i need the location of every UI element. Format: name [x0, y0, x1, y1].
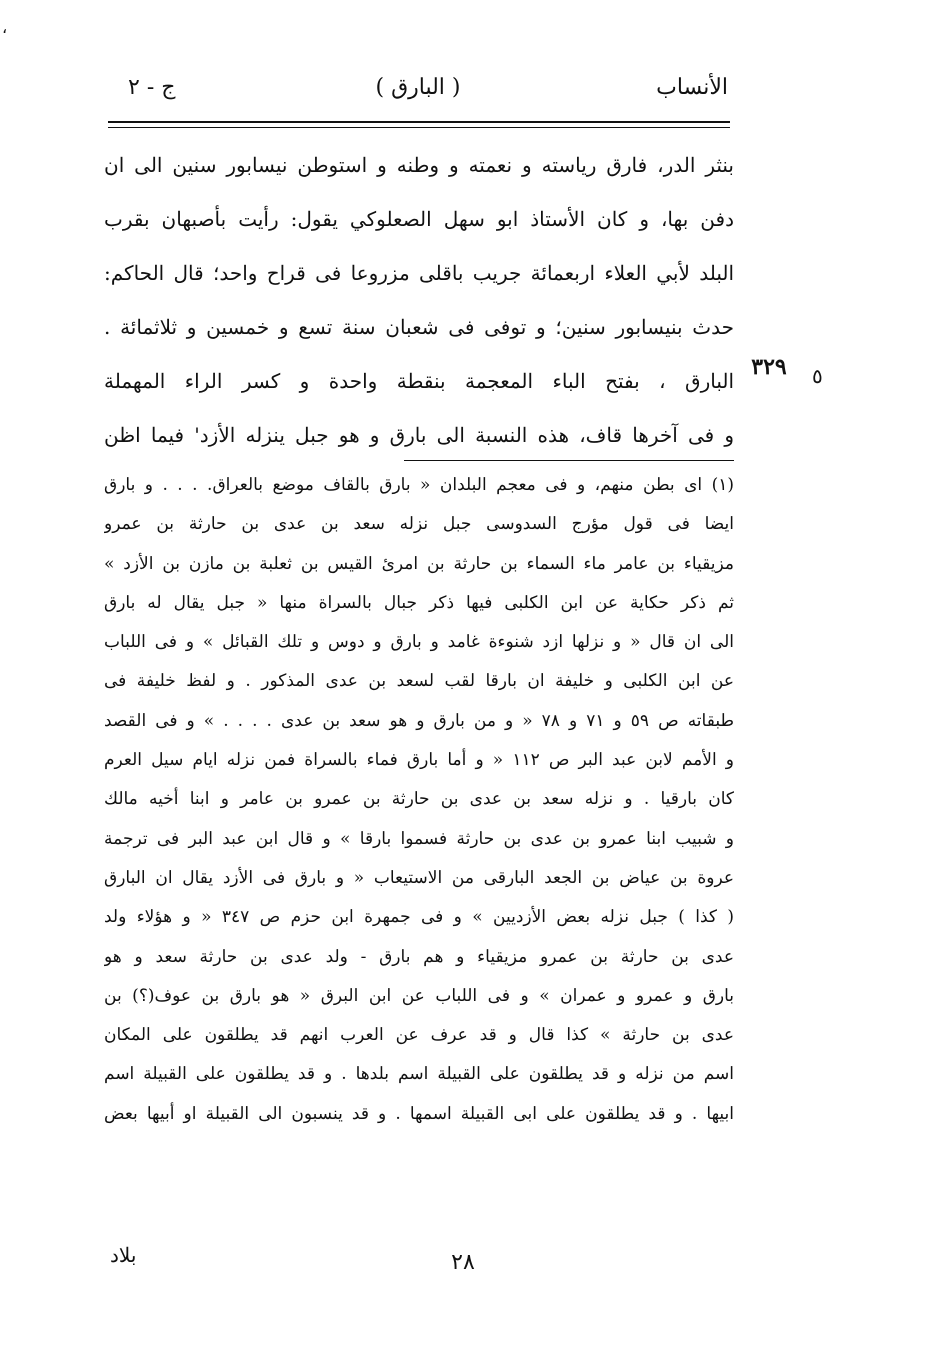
text-line: البارق ، بفتح الباء المعجمة بنقطة واحدة و كسر الراء المهملة	[104, 369, 734, 393]
footnote-line: (١) اى بطن منهم، و فى معجم البلدان « بارق بالقاف موضع بالعراق. . . . و بارق	[104, 475, 734, 495]
footnote-line: كان بارقيا . و نزله سعد بن عدى بن حارثة بن عمرو بن عامر و ابنا أخيه مالك	[104, 789, 734, 810]
footnote-line: ثم ذكر حكاية عن ابن الكلبى فيها ذكر جبال بالسراة منها « جبل يقال له بارق	[104, 592, 734, 613]
edge-mark: ،	[2, 18, 8, 37]
main-text	[104, 138, 734, 462]
header-book-title: الأنساب	[656, 75, 728, 100]
footnote-line: ابيها . و قد يطلقون على ابى القبيلة اسمها . و قد ينسبون الى القبيلة او أبيها بعض	[104, 1103, 734, 1124]
page-number: ٢٨	[451, 1250, 475, 1275]
footnote-line: و شبيب ابنا عمرو بن عدى بن حارثة فسموا بارقا » و قال ابن عبد البر فى ترجمة	[104, 828, 734, 849]
footnote-line: الى ان قال « و نزلها ازد شنوءة غامد و بارق و دوس و تلك القبائل » و فى اللباب	[104, 632, 734, 653]
footnote-line: مزيقياء بن عامر ماء السماء بن حارثة بن امرئ القيس بن ثعلبة بن مازن بن الأزد »	[104, 553, 734, 574]
header-rule-thin	[108, 127, 730, 128]
header-volume: ج - ٢	[128, 75, 176, 100]
footnote-line: طبقاته ص ٥٩ و ٧١ و ٧٨ « و من بارق و هو سعد بن عدى . . . . » و فى القصد	[104, 710, 734, 731]
text-line: البلد لأبي العلاء اربعمائة جريب باقلى مزروعا فى قراح واحد؛ قال الحاكم:	[104, 261, 734, 285]
footnote-line: بارق و عمرو و عمران » و فى اللباب عن ابن البرق « هو بارق بن عوف(؟) بن	[104, 985, 734, 1006]
entry-number: ٣٢٩	[751, 354, 787, 380]
footnote-line: ايضا فى قول مؤرج السدوسى جبل نزله سعد بن عدى بن حارثة بن عمرو	[104, 514, 734, 535]
text-line: بنثر الدر، فارق رياسته و نعمته و وطنه و استوطن نيسابور سنين الى ان	[104, 153, 734, 177]
header-rule-thick	[108, 121, 730, 123]
footnote-text	[104, 466, 734, 1134]
footnote-line: و الأمم لابن عبد البر ص ١١٢ « و أما بارق فماء بالسراة فمن نزله ايام سيل العرم	[104, 750, 734, 771]
catchword: بلاد	[110, 1243, 137, 1267]
header-entry-title: ( البارق )	[375, 75, 461, 100]
footnote-line: عن ابن الكلبى و خليفة ان بارقا لقب لسعد بن عدى المذكور . و لفظ خليفة فى	[104, 671, 734, 692]
footnote-line: عدى بن حارثة » كذا قال و قد عرف عن العرب انهم قد يطلقون على المكان	[104, 1025, 734, 1046]
footnote-line: عروة بن عياض بن الجعد البارقى من الاستيعاب « و بارق فى الأزد يقال ان البارق	[104, 867, 734, 888]
text-line: حدث بنيسابور سنين؛ و توفى فى شعبان سنة تسع و خمسين و ثلاثمائة .	[104, 315, 734, 339]
footnote-line: اسم من نزله و قد يطلقون على القبيلة اسم بلدها . و قد يطلقون على القبيلة اسم	[104, 1064, 734, 1085]
footnote-line: ( كذا ) جبل نزله بعض الأزديين » و فى جمهرة ابن حزم ص ٣٤٧ « و هؤلاء ولد	[104, 907, 734, 928]
text-line: دفن بها، و كان الأستاذ ابو سهل الصعلوكي يقول: رأيت بأصبهان بقرب	[104, 207, 734, 231]
footnote-line: عدى بن حارثة بن عمرو مزيقياء و هم بارق - ولد عدى بن حارثة سعد و هو	[104, 946, 734, 967]
margin-line-number: ٥	[812, 364, 823, 388]
text-line: و فى آخرها قاف، هذه النسبة الى بارق و هو جبل ينزله الأزد' فيما اظن	[104, 423, 734, 447]
footnote-rule	[404, 460, 734, 461]
running-header	[108, 68, 728, 108]
